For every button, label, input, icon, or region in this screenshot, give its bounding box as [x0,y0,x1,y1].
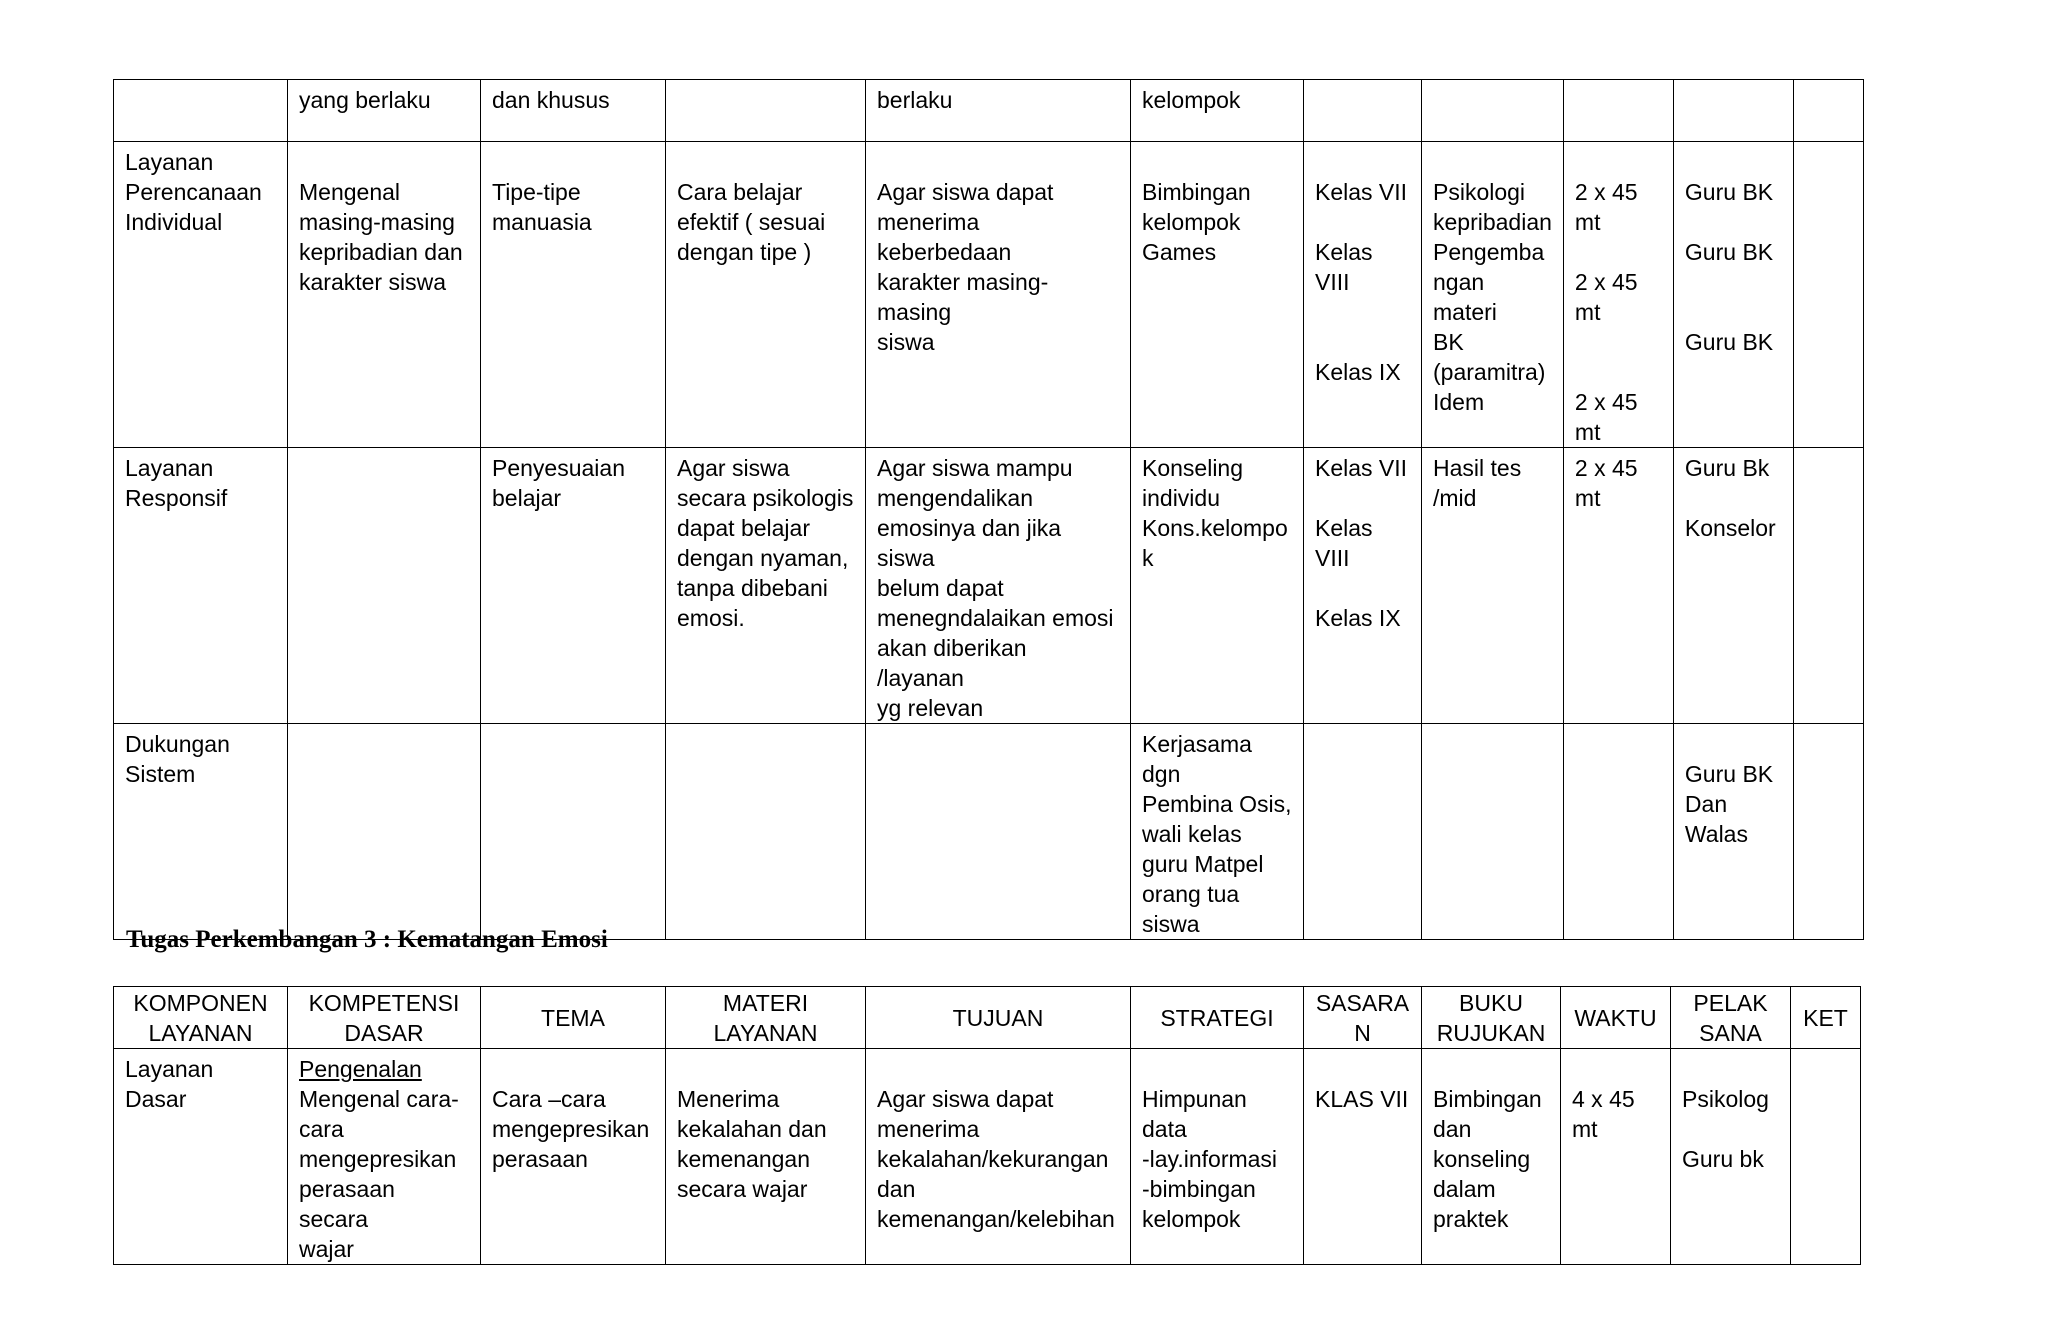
header-materi: MATERI LAYANAN [666,987,866,1049]
header-ket: KET [1791,987,1861,1049]
cell-buku: Psikologi kepribadian Pengemba ngan materi BK (paramitra) Idem [1422,142,1564,448]
cell-tujuan: Agar siswa dapat menerima kekalahan/kekurangan dan kemenangan/kelebihan [866,1049,1131,1265]
cell-strategi: kelompok [1131,80,1304,142]
kompetensi-heading: Pengenalan [299,1056,422,1082]
cell-materi: Menerima kekalahan dan kemenangan secara wajar [666,1049,866,1265]
cell-pelaksana: Guru Bk Konselor [1673,448,1793,724]
header-buku: BUKU RUJUKAN [1422,987,1561,1049]
table-program-continued [113,79,1864,940]
cell-pelaksana: Psikolog Guru bk [1671,1049,1791,1265]
cell-kompetensi: Mengenal masing-masing kepribadian dan karakter siswa [288,142,481,448]
cell-kompetensi [288,724,481,940]
cell-materi [666,80,866,142]
cell-materi: Agar siswa secara psikologis dapat belajar dengan nyaman, tanpa dibebani emosi. [666,448,866,724]
cell-pelaksana [1673,80,1793,142]
cell-tujuan: berlaku [866,80,1131,142]
cell-strategi: Kerjasama dgn Pembina Osis, wali kelas guru Matpel orang tua siswa [1131,724,1304,940]
cell-tema: Tipe-tipe manuasia [481,142,666,448]
cell-tema: dan khusus [481,80,666,142]
cell-komponen: Layanan Perencanaan Individual [114,142,288,448]
table-row [114,1049,1861,1265]
header-tujuan: TUJUAN [866,987,1131,1049]
header-sasaran: SASARA N [1304,987,1422,1049]
header-row [114,987,1861,1049]
header-pelaksana: PELAK SANA [1671,987,1791,1049]
cell-buku: Hasil tes /mid [1422,448,1564,724]
cell-pelaksana: Guru BK Dan Walas [1673,724,1793,940]
section-title: Tugas Perkembangan 3 : Kematangan Emosi [126,926,608,953]
cell-komponen: Layanan Dasar [114,1049,288,1265]
cell-tujuan: Agar siswa mampu mengendalikan emosinya dan jika siswa belum dapat menegndalaikan emosi akan diberikan /layanan yg relevan [866,448,1131,724]
cell-sasaran: Kelas VII Kelas VIII Kelas IX [1304,448,1422,724]
cell-sasaran [1304,80,1422,142]
cell-waktu [1563,80,1673,142]
cell-buku: Bimbingan dan konseling dalam praktek [1422,1049,1561,1265]
cell-komponen: Layanan Responsif [114,448,288,724]
table-kematangan-emosi [113,986,1861,1265]
cell-tema [481,724,666,940]
cell-komponen: Dukungan Sistem [114,724,288,940]
table-row [114,448,1864,724]
table-row [114,724,1864,940]
cell-waktu: 2 x 45 mt 2 x 45 mt 2 x 45 mt [1563,142,1673,448]
table-row [114,80,1864,142]
cell-sasaran: KLAS VII [1304,1049,1422,1265]
cell-materi: Cara belajar efektif ( sesuai dengan tipe ) [666,142,866,448]
cell-kompetensi [288,1049,481,1265]
cell-ket [1793,448,1863,724]
cell-ket [1791,1049,1861,1265]
cell-waktu: 4 x 45 mt [1561,1049,1671,1265]
cell-sasaran: Kelas VII Kelas VIII Kelas IX [1304,142,1422,448]
cell-komponen [114,80,288,142]
cell-ket [1793,142,1863,448]
cell-strategi: Bimbingan kelompok Games [1131,142,1304,448]
cell-ket [1793,724,1863,940]
cell-kompetensi: yang berlaku [288,80,481,142]
cell-ket [1793,80,1863,142]
cell-tema: Penyesuaian belajar [481,448,666,724]
header-waktu: WAKTU [1561,987,1671,1049]
cell-tujuan [866,724,1131,940]
cell-strategi: Konseling individu Kons.kelompo k [1131,448,1304,724]
cell-strategi: Himpunan data -lay.informasi -bimbingan kelompok [1131,1049,1304,1265]
header-komponen: KOMPONEN LAYANAN [114,987,288,1049]
kompetensi-text: Mengenal cara- cara mengepresikan perasaan secara wajar [299,1086,459,1262]
cell-waktu: 2 x 45 mt [1563,448,1673,724]
cell-materi [666,724,866,940]
table-body [114,80,1864,940]
cell-kompetensi [288,448,481,724]
cell-buku [1422,80,1564,142]
header-tema: TEMA [481,987,666,1049]
table-row [114,142,1864,448]
cell-sasaran [1304,724,1422,940]
cell-waktu [1563,724,1673,940]
cell-pelaksana: Guru BK Guru BK Guru BK [1673,142,1793,448]
cell-tujuan: Agar siswa dapat menerima keberbedaan karakter masing-masing siswa [866,142,1131,448]
header-strategi: STRATEGI [1131,987,1304,1049]
cell-tema: Cara –cara mengepresikan perasaan [481,1049,666,1265]
header-kompetensi: KOMPETENSI DASAR [288,987,481,1049]
cell-buku [1422,724,1564,940]
